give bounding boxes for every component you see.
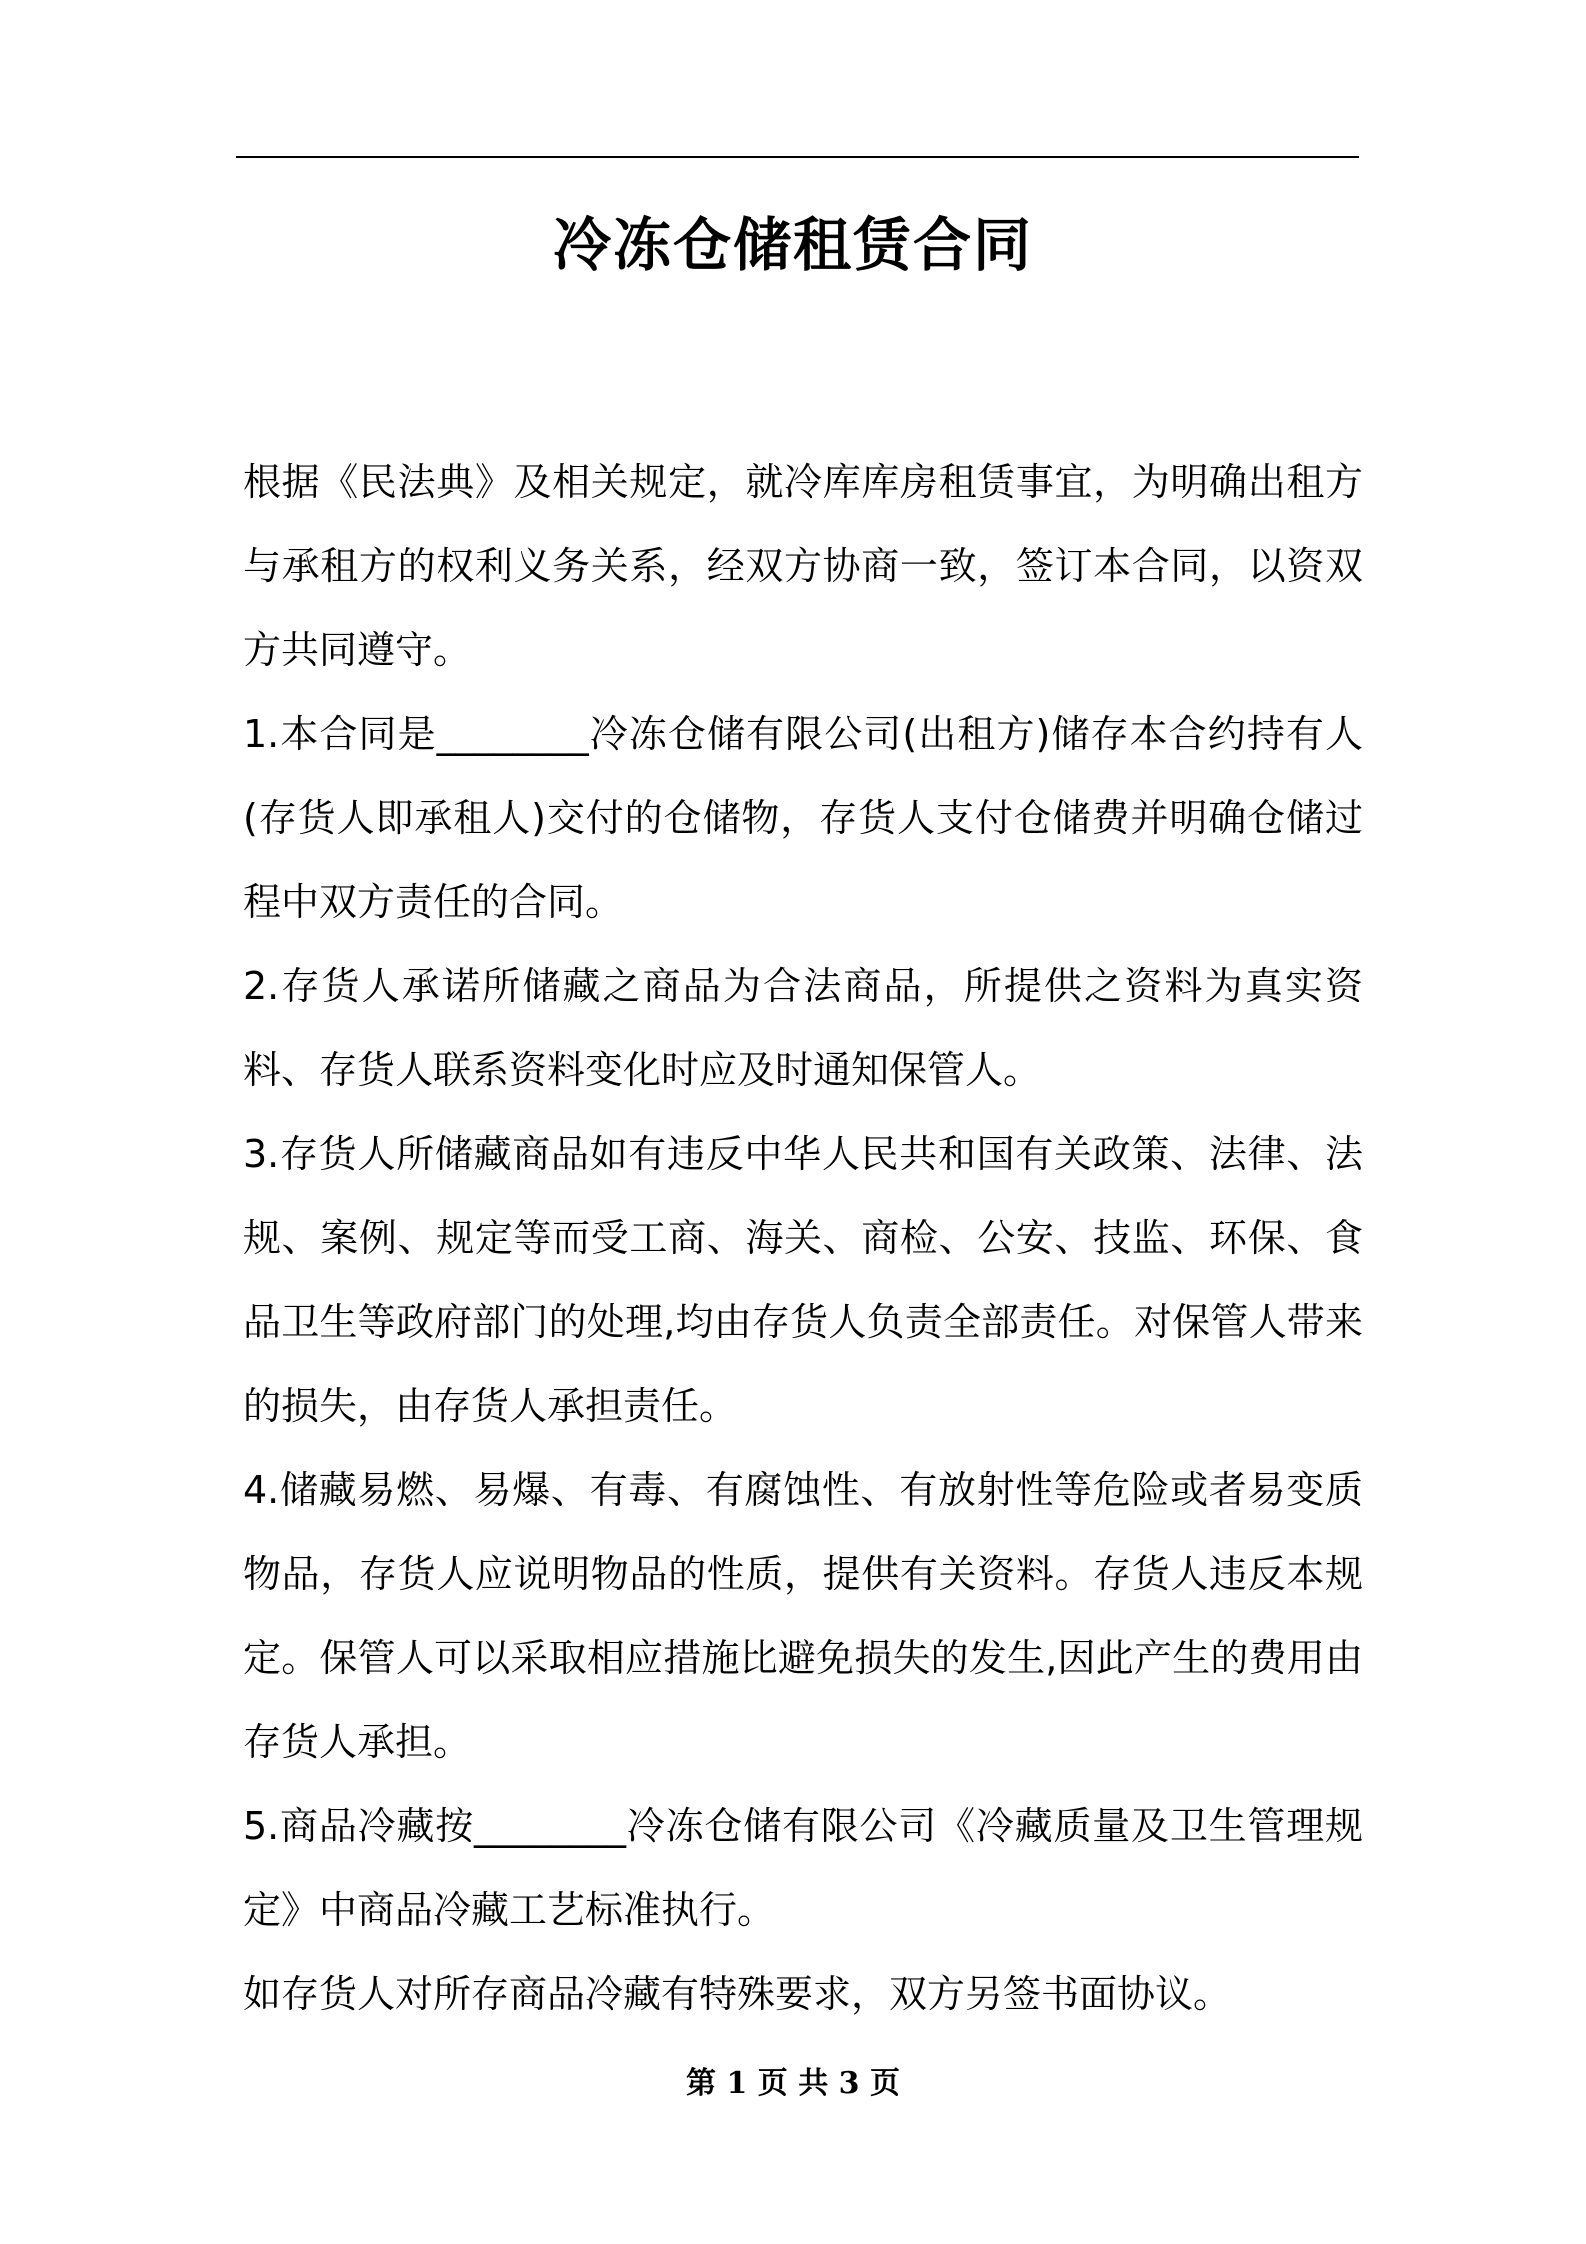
paragraph-preamble: 根据《民法典》及相关规定，就冷库库房租赁事宜，为明确出租方与承租方的权利义务关系，经双方协商一致，签订本合同，以资双方共同遵守。	[243, 460, 1363, 672]
paragraph-clause-3: 3.存货人所储藏商品如有违反中华人民共和国有关政策、法律、法规、案例、规定等而受工商、海关、商检、公安、技监、环保、食品卫生等政府部门的处理,均由存货人负责全部责任。对保管人带来的损失，由存货人承担责任。	[243, 1132, 1363, 1428]
document-body	[243, 440, 1363, 2036]
paragraph-special-requirements: 如存货人对所存商品冷藏有特殊要求，双方另签书面协议。	[243, 1972, 1232, 2016]
page-footer: 第 1 页 共 3 页	[686, 2066, 900, 2101]
header-rule	[236, 156, 1359, 158]
paragraph-clause-5: 5.商品冷藏按________冷冻仓储有限公司《冷藏质量及卫生管理规定》中商品冷藏工艺标准执行。	[243, 1804, 1363, 1932]
paragraph-clause-2: 2.存货人承诺所储藏之商品为合法商品，所提供之资料为真实资料、存货人联系资料变化时应及时通知保管人。	[243, 964, 1363, 1092]
document-title: 冷冻仓储租赁合同	[552, 211, 1033, 279]
paragraph-clause-4: 4.储藏易燃、易爆、有毒、有腐蚀性、有放射性等危险或者易变质物品，存货人应说明物品的性质，提供有关资料。存货人违反本规定。保管人可以采取相应措施比避免损失的发生,因此产生的费用由存货人承担。	[243, 1468, 1363, 1764]
paragraph-clause-1: 1.本合同是________冷冻仓储有限公司(出租方)储存本合约持有人(存货人即承租人)交付的仓储物，存货人支付仓储费并明确仓储过程中双方责任的合同。	[243, 712, 1363, 924]
